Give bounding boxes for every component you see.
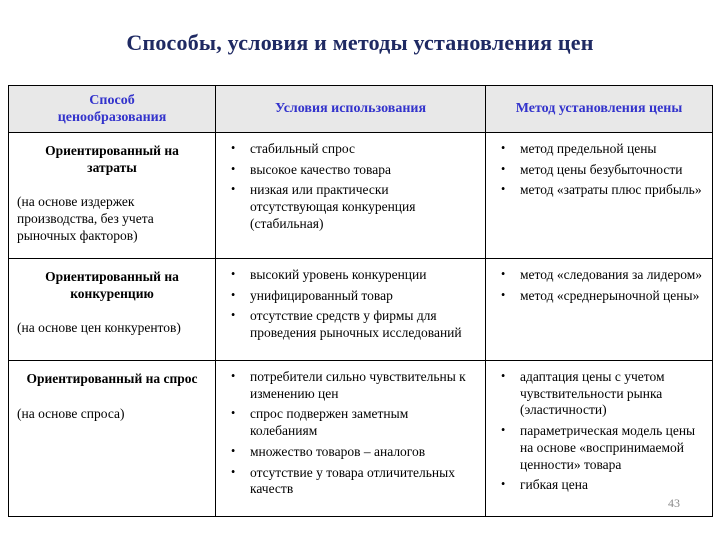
conditions-cell: [216, 133, 486, 259]
price-methods-cell: [486, 361, 713, 517]
table-header-row: [9, 86, 713, 133]
condition-item: • высокий уровень конкуренции: [224, 267, 477, 284]
method-title: Ориентированный на спрос: [26, 371, 198, 386]
conditions-cell: [216, 361, 486, 517]
price-method-item: • параметрическая модель цены на основе «воспринимаемой ценности» товара: [494, 423, 704, 473]
method-note: (на основе цен конкурентов): [17, 320, 181, 336]
pricing-table: [8, 85, 713, 517]
method-title: Ориентированный на затраты: [45, 143, 179, 175]
price-method-item: • гибкая цена: [494, 477, 704, 494]
page-number: 43: [668, 496, 680, 510]
price-method-item: • метод предельной цены: [494, 141, 704, 158]
conditions-cell: [216, 259, 486, 361]
price-method-item: • метод «среднерыночной цены»: [494, 288, 704, 305]
price-method-item: • метод цены безубыточности: [494, 162, 704, 179]
method-title: Ориентированный на конкуренцию: [45, 269, 179, 301]
condition-item: • потребители сильно чувствительны к изменению цен: [224, 369, 477, 402]
condition-item: • спрос подвержен заметным колебаниям: [224, 406, 477, 439]
condition-item: • унифицированный товар: [224, 288, 477, 305]
price-method-item: • метод «затраты плюс прибыль»: [494, 182, 704, 199]
method-note: (на основе издержек производства, без учета рыночных факторов): [17, 194, 154, 243]
header-usage-conditions: Условия использования: [216, 86, 486, 133]
condition-item: • отсутствие средств у фирмы для проведения рыночных исследований: [224, 308, 477, 341]
page-title: Способы, условия и методы установления цен: [126, 30, 594, 55]
table-row-cost-oriented: [9, 133, 713, 259]
table-row-demand-oriented: [9, 361, 713, 517]
conditions-list: [224, 267, 477, 342]
price-method-item: • метод «следования за лидером»: [494, 267, 704, 284]
header-pricing-method: [9, 86, 216, 133]
price-methods-list: [494, 369, 704, 494]
condition-item: • отсутствие у товара отличительных качеств: [224, 465, 477, 498]
condition-item: • низкая или практически отсутствующая конкуренция (стабильная): [224, 182, 477, 232]
price-method-item: • адаптация цены с учетом чувствительности рынка (эластичности): [494, 369, 704, 419]
conditions-list: [224, 141, 477, 233]
table-row-competition-oriented: [9, 259, 713, 361]
method-cell: [9, 259, 216, 361]
price-methods-cell: [486, 259, 713, 361]
header-price-setting-method: Метод установления цены: [486, 86, 713, 133]
header-pricing-method-label: Способ ценообразования: [57, 92, 167, 125]
condition-item: • высокое качество товара: [224, 162, 477, 179]
price-methods-list: [494, 141, 704, 199]
condition-item: • множество товаров – аналогов: [224, 444, 477, 461]
method-cell: [9, 133, 216, 259]
price-methods-cell: [486, 133, 713, 259]
conditions-list: [224, 369, 477, 498]
condition-item: • стабильный спрос: [224, 141, 477, 158]
method-note: (на основе спроса): [17, 405, 125, 421]
price-methods-list: [494, 267, 704, 304]
method-cell: [9, 361, 216, 517]
